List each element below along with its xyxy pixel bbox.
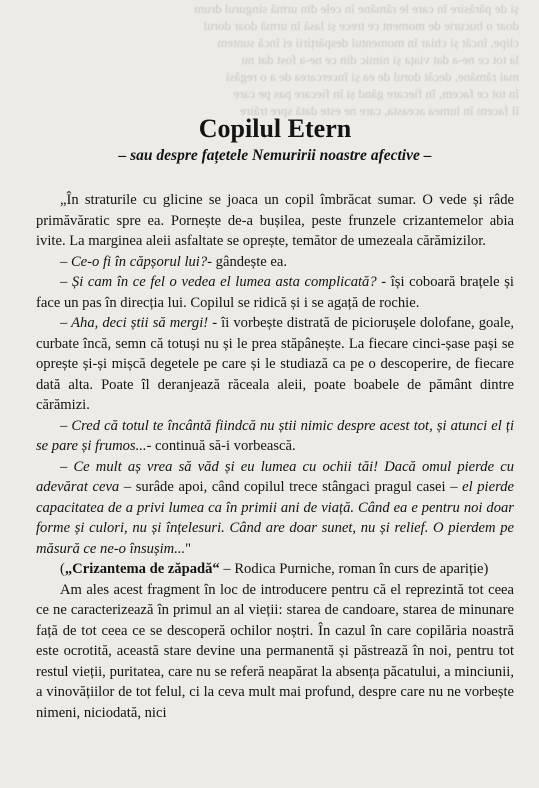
- paragraph: [36, 190, 514, 252]
- chapter-subtitle: – sau despre fațetele Nemuririi noastre afective –: [118, 147, 432, 164]
- body-text: [36, 190, 514, 723]
- italic-run: – Și cam în ce fel o vedea el lumea asta complicată?: [60, 274, 377, 290]
- text-run: „În straturile cu glicine se joaca un copil îmbrăcat sumar. O vede și râde primăvăratic spre ea. Pornește de-a bușilea, peste frunzele crizantemelor abia ivite. La marginea aleii asfaltate se oprește, temător de umezeala cărămizilor.: [36, 192, 514, 249]
- bleed-through-text: [0, 0, 539, 118]
- italic-run: – Ce-o fi în căpșorul lui?: [60, 253, 208, 270]
- text-run: Am ales acest fragment în loc de introducere pentru că el reprezintă tot ceea ce ne caracterizează în primul an al vieții: starea de candoare, starea de minunare față de tot ceea ce se descoperă ochilor noștri. În cazul în care copilăria noastră este ocrotită, această stare devine una permanentă și păstrează în noi, pentru tot restul vieții, puritatea, care nu se referă neapărat la absența păcatului, a minciunii, a vinovățiilor de tot felul, ci la ceva mult mai profund, despre care nu ne vorbește nimeni, niciodată, nici: [36, 581, 514, 721]
- bleed-line: la tot ce ne-a dat viața și nimic din ce ne-a fost dat nu: [241, 52, 519, 67]
- text-run: - gândește ea.: [207, 253, 287, 270]
- italic-run: – Ce mult aș vrea să văd și eu lumea cu ochii tăi! Dacă omul pierde cu adevărat ceva: [36, 458, 514, 495]
- paragraph: [36, 313, 514, 416]
- bleed-line: doar o bucurie de moment ce trece și lasă în urmă doar dorul: [203, 18, 519, 33]
- italic-run: – Cred că totul te încântă fiindcă nu știi nimic despre acest tot, și atunci el ți se pare și frumos...: [36, 417, 514, 454]
- paragraph: [36, 252, 514, 273]
- book-page: [36, 114, 514, 723]
- bleed-line: și de părăsire în care le rămâne în cele din urmă singurul drum: [194, 1, 519, 16]
- paragraph: [36, 559, 514, 580]
- text-run: - continuă să-i vorbească.: [146, 438, 296, 454]
- text-run: (: [60, 561, 65, 577]
- italic-run: – Aha, deci știi să mergi!: [60, 315, 209, 331]
- paragraph: [36, 272, 514, 313]
- text-run: – surâde apoi, când copilul trece stângaci pragul casei –: [119, 479, 463, 495]
- chapter-title: Copilul Etern: [198, 114, 352, 143]
- text-run: - îi vorbește distrată de piciorușele dolofane, goale, curbate încă, semn că totuși nu și le prea stăpânește. La fiecare cinci-șase pași se oprește și-și mișcă degetele pe care și le studiază ca pe o descoperire, de fiecare dată alta. Poate îl deranjează răceala aleii, poate boabele de pământ dintre cărămizi.: [36, 315, 514, 413]
- italic-run: el pierde capacitatea de a privi lumea ca în primii ani de viață. Când ea e pentru noi doar forme și culori, nu și înțelesuri. Când are doar sunet, nu și relief. O pierdem pe măsură ce ne-o însușim...: [36, 479, 514, 557]
- paragraph: [36, 580, 514, 724]
- bleed-line: mai rămâne, decât dorul de ea și încercarea de a o regăsi: [225, 69, 519, 84]
- text-run: ": [185, 540, 192, 557]
- bleed-line: în tot ce facem, în fiecare gând și în fiecare pas pe care: [233, 86, 519, 101]
- text-run: – Rodica Purniche, roman în curs de apariție): [219, 561, 489, 577]
- paragraph: [36, 416, 514, 457]
- bleed-line: clipe, încât și chiar în momentul despărțirii ei încă suntem: [217, 35, 519, 50]
- paragraph: [36, 457, 514, 560]
- bold-run: „Crizantema de zăpadă“: [64, 561, 220, 577]
- text-run: - își coboară brațele și face un pas în direcția lui. Copilul se ridică și i se agață de rochie.: [36, 274, 514, 311]
- bleed-line: îl facem în lumea aceasta, care ne este dată spre trăire: [240, 103, 519, 118]
